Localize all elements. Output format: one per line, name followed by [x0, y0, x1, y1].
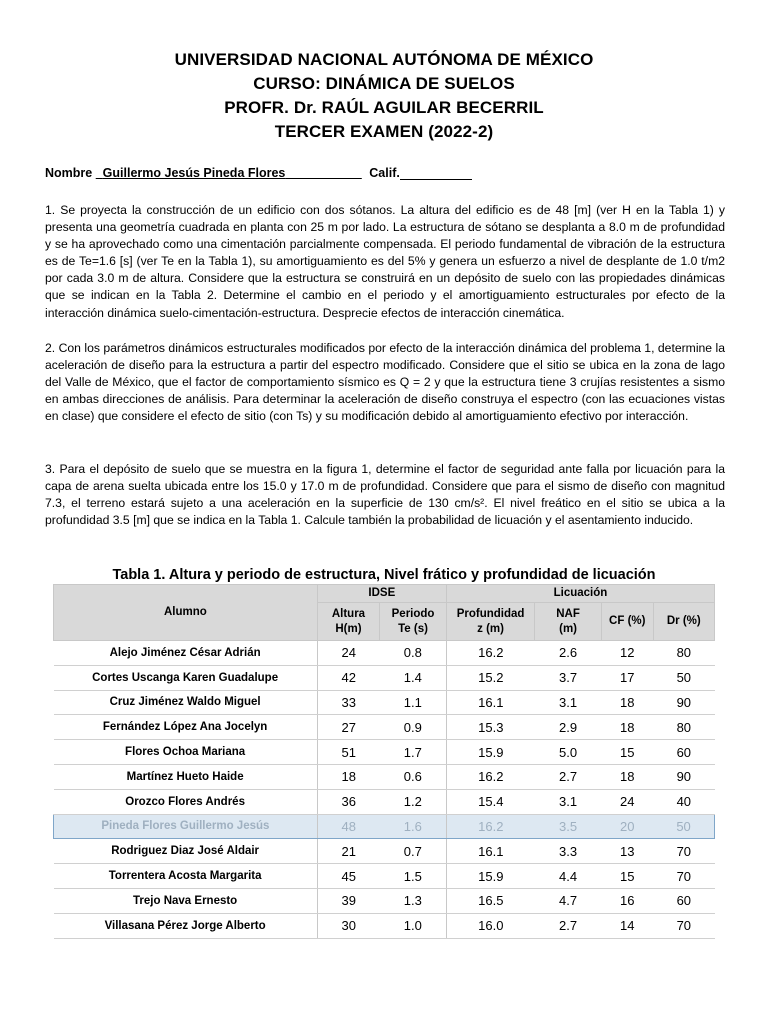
- cell-profundidad: 16.2: [446, 641, 534, 666]
- name-label: Nombre: [45, 166, 93, 180]
- table-row: [54, 789, 715, 814]
- cell-periodo: 1.4: [380, 665, 447, 690]
- cell-periodo: 0.7: [380, 839, 447, 864]
- cell-cf: 12: [601, 641, 653, 666]
- table-row: [54, 715, 715, 740]
- col-header-naf: NAF (m): [535, 603, 602, 641]
- cell-altura: 27: [317, 715, 379, 740]
- cell-periodo: 0.9: [380, 715, 447, 740]
- cell-cf: 24: [601, 789, 653, 814]
- cell-profundidad: 15.2: [446, 665, 534, 690]
- cell-dr: 60: [653, 888, 714, 913]
- cell-naf: 2.9: [535, 715, 602, 740]
- university-title: UNIVERSIDAD NACIONAL AUTÓNOMA DE MÉXICO: [174, 50, 594, 69]
- cell-alumno: Rodriguez Diaz José Aldair: [54, 839, 318, 864]
- cell-profundidad: 15.9: [446, 864, 534, 889]
- cell-dr: 70: [653, 839, 714, 864]
- cell-profundidad: 16.0: [446, 913, 534, 938]
- cell-naf: 3.7: [535, 665, 602, 690]
- cell-periodo: 0.6: [380, 764, 447, 789]
- cell-altura: 36: [317, 789, 379, 814]
- table-row: [54, 864, 715, 889]
- cell-altura: 51: [317, 740, 379, 765]
- cell-alumno: Trejo Nava Ernesto: [54, 888, 318, 913]
- cell-altura: 33: [317, 690, 379, 715]
- cell-periodo: 1.0: [380, 913, 447, 938]
- cell-periodo: 1.3: [380, 888, 447, 913]
- cell-naf: 2.7: [535, 913, 602, 938]
- cell-alumno: Alejo Jiménez César Adrián: [54, 641, 318, 666]
- exam-header: [0, 48, 768, 144]
- table-row: [54, 839, 715, 864]
- cell-altura: 21: [317, 839, 379, 864]
- cell-naf: 2.7: [535, 764, 602, 789]
- calif-field: [400, 165, 472, 180]
- table-row: [54, 814, 715, 839]
- cell-dr: 90: [653, 764, 714, 789]
- table-row: [54, 913, 715, 938]
- cell-naf: 3.5: [535, 814, 602, 839]
- cell-cf: 20: [601, 814, 653, 839]
- cell-alumno: Martínez Hueto Haide: [54, 764, 318, 789]
- cell-profundidad: 15.9: [446, 740, 534, 765]
- cell-cf: 14: [601, 913, 653, 938]
- table-row: [54, 690, 715, 715]
- cell-alumno: Cruz Jiménez Waldo Miguel: [54, 690, 318, 715]
- cell-altura: 30: [317, 913, 379, 938]
- calif-label: Calif.: [369, 166, 400, 180]
- cell-cf: 18: [601, 764, 653, 789]
- cell-profundidad: 15.4: [446, 789, 534, 814]
- exam-title: TERCER EXAMEN (2022-2): [274, 122, 494, 141]
- problem-1: 1. Se proyecta la construcción de un edificio con dos sótanos. La altura del edificio es de 48 [m] (ver H en la Tabla 1) y presenta una geometría cuadrada en planta con 25 m por lado. La estructura de sótano se desplanta a 8.0 m de profundidad y se ha aprovechado como una cimentación parcialmente compensada. El periodo fundamental de vibración de la estructura es de Te=1.6 [s] (ver Te en la Tabla 1), su amortiguamiento es del 5% y genera un esfuerzo a nivel de desplante de 1.0 t/m2 por cada 3.0 m de altura. Considere que la estructura se construirá en un depósito de suelo con las propiedades dinámicas que se indican en la Tabla 2. Determine el cambio en el periodo y el amortiguamiento estructurales por efecto de la interacción dinámica suelo-cimentación-estructura. Desprecie efectos de interacción cinemática.: [45, 203, 725, 320]
- cell-altura: 48: [317, 814, 379, 839]
- cell-alumno: Flores Ochoa Mariana: [54, 740, 318, 765]
- student-data-table: [53, 584, 715, 939]
- cell-dr: 50: [653, 665, 714, 690]
- cell-periodo: 1.6: [380, 814, 447, 839]
- problem-3: 3. Para el depósito de suelo que se muestra en la figura 1, determine el factor de seguridad ante falla por licuación para la capa de arena suelta ubicada entre los 15.0 y 17.0 m de profundidad. Considere que para el sismo de diseño con magnitud 7.3, el terreno estará sujeto a una aceleración en la superficie de 130 cm/s². El nivel freático en el sitio se ubica a la profundidad 3.5 [m] que se indica en la Tabla 1. Calcule también la probabilidad de licuación y el asentamiento inducido.: [45, 462, 725, 528]
- cell-altura: 18: [317, 764, 379, 789]
- cell-periodo: 1.1: [380, 690, 447, 715]
- cell-periodo: 0.8: [380, 641, 447, 666]
- cell-naf: 3.1: [535, 690, 602, 715]
- cell-altura: 42: [317, 665, 379, 690]
- cell-naf: 5.0: [535, 740, 602, 765]
- cell-dr: 70: [653, 864, 714, 889]
- col-header-periodo: Periodo Te (s): [380, 603, 447, 641]
- name-value: Guillermo Jesús Pineda Flores: [102, 166, 286, 180]
- table-row: [54, 740, 715, 765]
- cell-altura: 45: [317, 864, 379, 889]
- cell-dr: 50: [653, 814, 714, 839]
- cell-dr: 90: [653, 690, 714, 715]
- table-row: [54, 888, 715, 913]
- cell-alumno: Fernández López Ana Jocelyn: [54, 715, 318, 740]
- col-header-altura: Altura H(m): [317, 603, 379, 641]
- cell-alumno: Orozco Flores Andrés: [54, 789, 318, 814]
- cell-dr: 70: [653, 913, 714, 938]
- cell-naf: 2.6: [535, 641, 602, 666]
- group-header-licuacion: Licuación: [446, 585, 714, 603]
- name-field: [96, 166, 362, 180]
- col-header-profundidad: Profundidad z (m): [446, 603, 534, 641]
- group-header-idse: IDSE: [317, 585, 446, 603]
- cell-cf: 17: [601, 665, 653, 690]
- table-title: Tabla 1. Altura y periodo de estructura, Nivel frático y profundidad de licuación: [112, 567, 656, 583]
- cell-altura: 24: [317, 641, 379, 666]
- cell-cf: 18: [601, 715, 653, 740]
- cell-periodo: 1.5: [380, 864, 447, 889]
- cell-profundidad: 16.2: [446, 814, 534, 839]
- cell-alumno: Cortes Uscanga Karen Guadalupe: [54, 665, 318, 690]
- table-row: [54, 641, 715, 666]
- course-title: CURSO: DINÁMICA DE SUELOS: [253, 74, 515, 93]
- professor-title: PROFR. Dr. RAÚL AGUILAR BECERRIL: [224, 98, 544, 117]
- cell-profundidad: 16.2: [446, 764, 534, 789]
- problem-2: 2. Con los parámetros dinámicos estructurales modificados por efecto de la interacción dinámica del problema 1, determine la aceleración de diseño para la estructura a partir del espectro modificado. Considere que el sitio se ubica en la zona de lago del Valle de México, que el factor de comportamiento sísmico es Q = 2 y que la estructura tiene 3 crujías resistentes a sismo en ambas direcciones de análisis. Para determinar la aceleración de diseño construya el espectro (con las ecuaciones vistas en clase) que considere el efecto de sitio (con Ts) y su modificación debido al amortiguamiento efectivo por interacción.: [45, 341, 725, 424]
- cell-cf: 15: [601, 740, 653, 765]
- table-row: [54, 764, 715, 789]
- cell-alumno: Villasana Pérez Jorge Alberto: [54, 913, 318, 938]
- cell-naf: 3.3: [535, 839, 602, 864]
- cell-profundidad: 15.3: [446, 715, 534, 740]
- cell-dr: 80: [653, 715, 714, 740]
- cell-altura: 39: [317, 888, 379, 913]
- col-header-cf: CF (%): [601, 603, 653, 641]
- col-header-dr: Dr (%): [653, 603, 714, 641]
- col-header-alumno: Alumno: [54, 585, 318, 641]
- cell-alumno: Torrentera Acosta Margarita: [54, 864, 318, 889]
- cell-alumno: Pineda Flores Guillermo Jesús: [54, 814, 318, 839]
- cell-profundidad: 16.1: [446, 839, 534, 864]
- cell-profundidad: 16.1: [446, 690, 534, 715]
- cell-cf: 15: [601, 864, 653, 889]
- cell-dr: 40: [653, 789, 714, 814]
- student-name-line: [45, 165, 472, 180]
- cell-naf: 4.7: [535, 888, 602, 913]
- cell-dr: 60: [653, 740, 714, 765]
- cell-dr: 80: [653, 641, 714, 666]
- cell-profundidad: 16.5: [446, 888, 534, 913]
- cell-naf: 3.1: [535, 789, 602, 814]
- cell-cf: 13: [601, 839, 653, 864]
- table-row: [54, 665, 715, 690]
- cell-naf: 4.4: [535, 864, 602, 889]
- cell-periodo: 1.2: [380, 789, 447, 814]
- cell-periodo: 1.7: [380, 740, 447, 765]
- cell-cf: 16: [601, 888, 653, 913]
- cell-cf: 18: [601, 690, 653, 715]
